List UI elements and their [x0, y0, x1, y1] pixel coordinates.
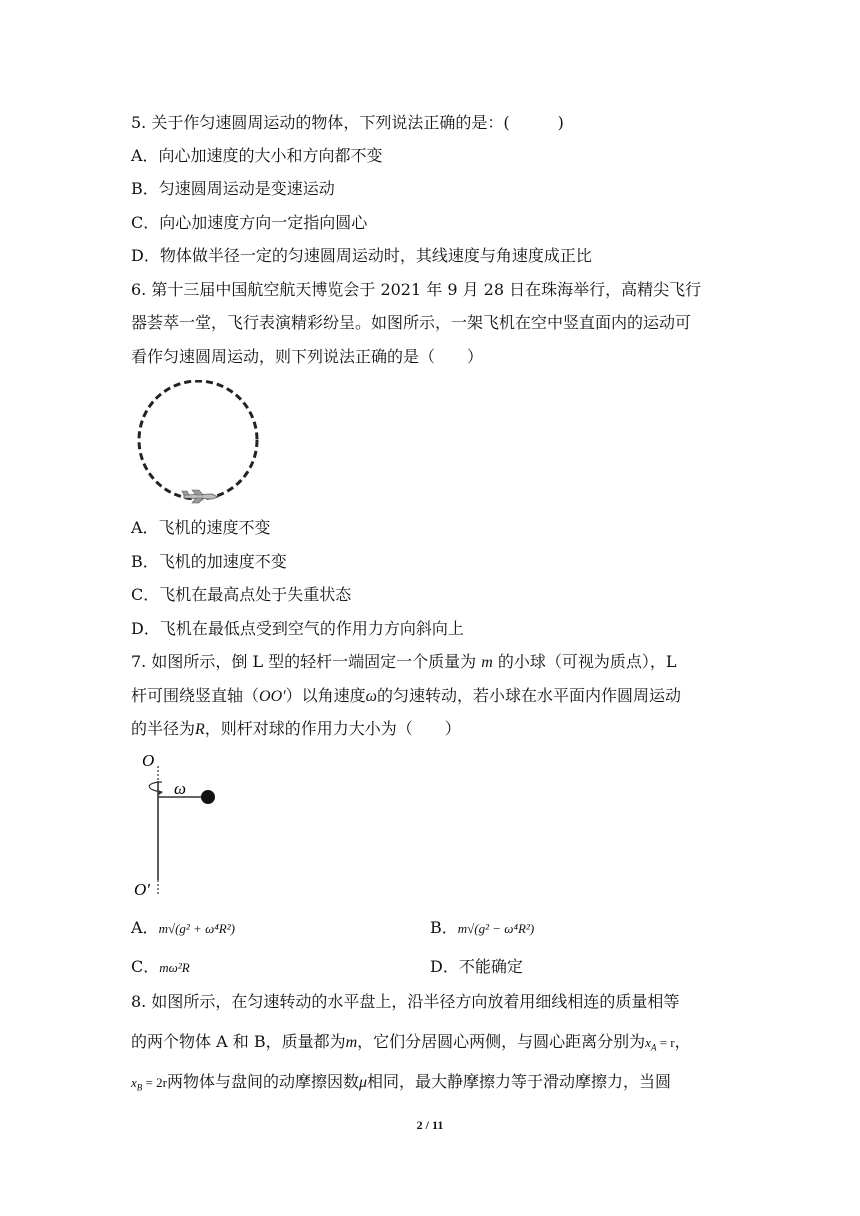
xa-expression: $x_A = r$ [645, 1035, 675, 1053]
q6-option-d: D．飞机在最低点受到空气的作用力方向斜向上 [131, 619, 464, 638]
option-b-expression: m√(g² − ω⁴R²) [457, 921, 535, 936]
option-c-expression: mω²R [159, 960, 190, 975]
omega-label: ω [174, 779, 187, 798]
q7-stem-line-3: 的半径为R，则杆对球的作用力大小为（ ） [131, 719, 461, 738]
q6-option-a: A．飞机的速度不变 [131, 518, 271, 537]
q7-option-c: C．mω²R [131, 957, 190, 976]
xb-expression: $x_B = 2r$ [131, 1075, 167, 1093]
q5-option-c: C．向心加速度方向一定指向圆心 [131, 213, 368, 232]
q7-rod-figure [132, 748, 232, 898]
q5-stem: 5. 关于作匀速圆周运动的物体，下列说法正确的是：( ) [131, 113, 564, 132]
option-a-expression: m√(g² + ω⁴R²) [158, 921, 235, 936]
axis-label-top: O [142, 751, 155, 770]
q5-option-b: B．匀速圆周运动是变速运动 [131, 179, 335, 198]
q7-option-b: B．m√(g² − ω⁴R²) [430, 918, 535, 937]
q6-option-c: C．飞机在最高点处于失重状态 [131, 585, 352, 604]
ball [201, 790, 215, 804]
axis-label-bottom: O′ [134, 880, 150, 898]
omega-symbol: ω [365, 688, 377, 705]
q5-option-a: A．向心加速度的大小和方向都不变 [131, 146, 383, 165]
q8-stem-line-1: 8. 如图所示，在匀速转动的水平盘上，沿半径方向放着用细线相连的质量相等 [131, 992, 680, 1011]
q5-option-d: D．物体做半径一定的匀速圆周运动时，其线速度与角速度成正比 [131, 246, 592, 265]
mu-symbol: μ [358, 1074, 367, 1091]
q7-option-d: D．不能确定 [430, 957, 523, 976]
page-number: 2 / 11 [416, 1118, 444, 1132]
q6-loop-figure [132, 380, 266, 508]
mass-symbol: m [481, 654, 493, 671]
q7-stem-line-1: 7. 如图所示，倒 L 型的轻杆一端固定一个质量为 m 的小球（可视为质点），L [131, 652, 677, 671]
q8-stem-line-2: 的两个物体 A 和 B，质量都为m，它们分居圆心两侧，与圆心距离分别为$x_A = r$， [131, 1032, 691, 1053]
circular-path [139, 381, 257, 499]
q6-stem-line-1: 6. 第十三届中国航空航天博览会于 2021 年 9 月 28 日在珠海举行，高精尖飞行 [131, 280, 702, 299]
axis-symbol: OO′ [259, 688, 286, 705]
q6-stem-line-3: 看作匀速圆周运动，则下列说法正确的是（ ） [131, 347, 484, 366]
rotation-arrow-icon [149, 782, 162, 792]
q7-option-a: A．m√(g² + ω⁴R²) [131, 918, 235, 937]
q8-stem-line-3: $x_B = 2r$两物体与盘间的动摩擦因数μ相同，最大静摩擦力等于滑动摩擦力，当圆 [131, 1072, 672, 1093]
q7-stem-line-2: 杆可围绕竖直轴（OO′）以角速度ω的匀速转动，若小球在水平面内作圆周运动 [131, 686, 681, 705]
airplane-icon [182, 490, 218, 503]
q6-option-b: B．飞机的加速度不变 [131, 552, 287, 571]
q6-stem-line-2: 器荟萃一堂，飞行表演精彩纷呈。如图所示，一架飞机在空中竖直面内的运动可 [131, 313, 692, 332]
mass-symbol: m [345, 1034, 358, 1051]
radius-symbol: R [195, 721, 205, 738]
